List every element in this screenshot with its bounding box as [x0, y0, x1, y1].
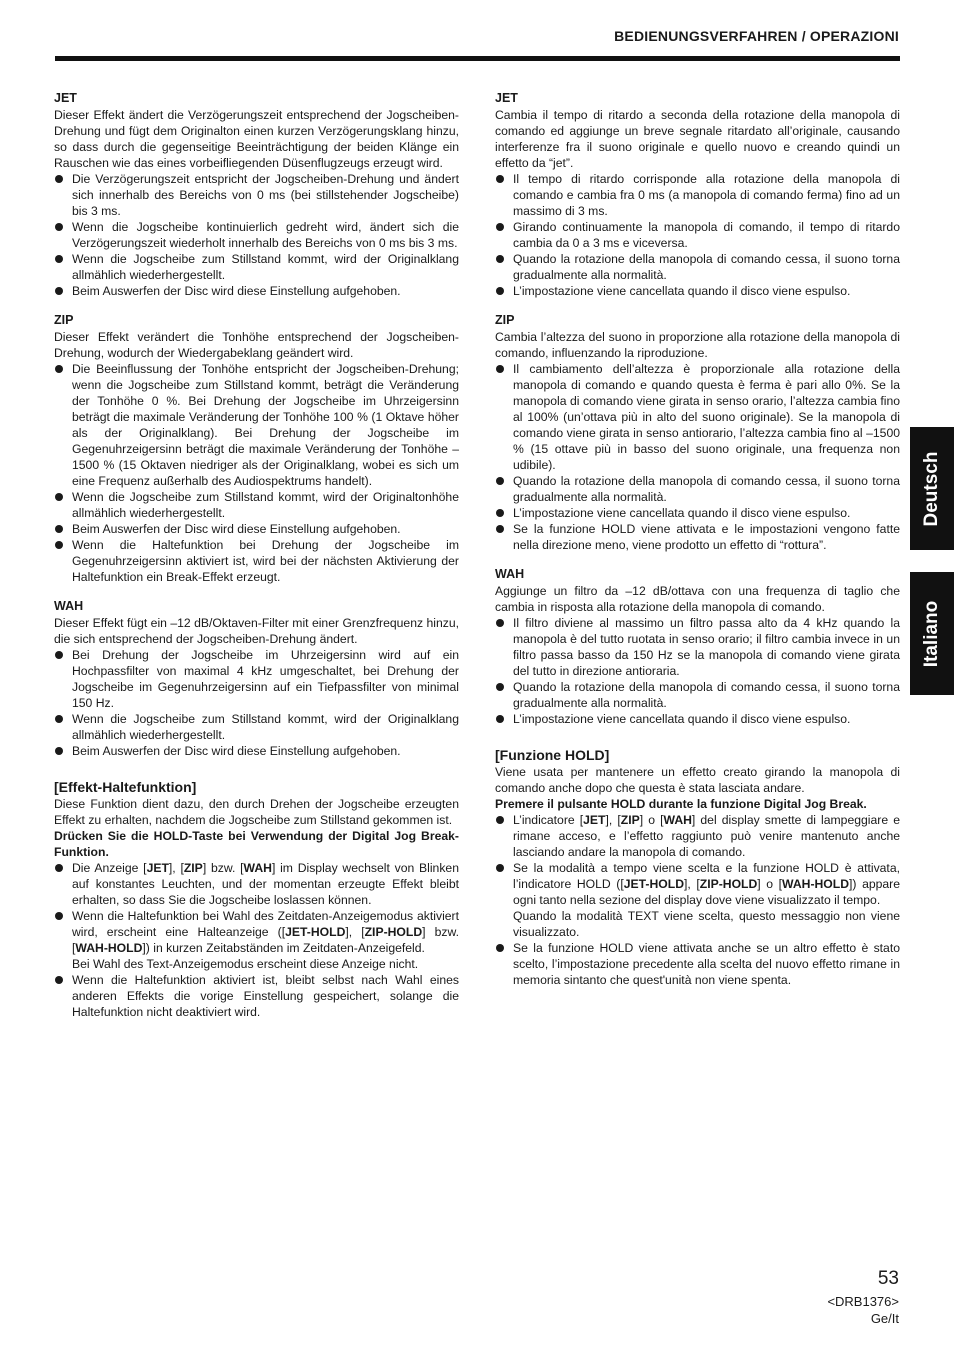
language-tab-label: Italiano	[921, 600, 942, 667]
section-intro: Diese Funktion dient dazu, den durch Drehen der Jogscheibe erzeugten Effekt zu erhalten, nachdem die Jogscheibe zum Stillstand gekommen ist.	[54, 797, 459, 827]
column-italiano	[495, 90, 900, 988]
list-item: Wenn die Haltefunktion bei Wahl des Zeitdaten-Anzeigemodus aktiviert wird, erscheint eine Halteanzeige ([JET-HOLD], [ZIP-HOLD] bzw. [WAH-HOLD]) in kurzen Zeitabständen im Zeitdaten-Anzeigefeld. Bei Wahl des Text-Anzeigemodus erscheint diese Anzeige nicht.	[54, 908, 459, 972]
list-item: Girando continuamente la manopola di comando, il tempo di ritardo cambia da 0 a 3 ms e viceversa.	[495, 219, 900, 251]
language-tab-label: Deutsch	[921, 451, 942, 526]
list-item-note: Bei Wahl des Text-Anzeigemodus erscheint diese Anzeige nicht.	[72, 957, 419, 971]
section-intro: Cambia il tempo di ritardo a seconda della rotazione della manopola di comando ed aggiunge un breve segnale ritardato all’originale, causando interferenze fra il suono originale e quello nuovo e creando quindi un effetto da “jet”.	[495, 108, 900, 170]
section-title-hold: [Effekt-Haltefunktion]	[54, 779, 197, 795]
language-tab-italiano	[910, 572, 954, 695]
list-item-note: Quando la modalità TEXT viene scelta, questo messaggio non viene visualizzato.	[513, 909, 900, 939]
section-title-wah: WAH	[495, 567, 525, 581]
list-item: L’impostazione viene cancellata quando il disco viene espulso.	[495, 283, 900, 299]
section-intro: Dieser Effekt fügt ein –12 dB/Oktaven-Filter mit einer Grenzfrequenz hinzu, die sich entsprechend der Jogscheiben-Drehung ändert.	[54, 616, 459, 646]
list-item: Beim Auswerfen der Disc wird diese Einstellung aufgehoben.	[54, 521, 459, 537]
section-title-jet: JET	[54, 91, 77, 105]
list-item: Die Anzeige [JET], [ZIP] bzw. [WAH] im Display wechselt von Blinken auf konstantes Leuchten, und der momentan erzeugte Effekt bleibt erhalten, so dass Sie die Jogscheibe loslassen können.	[54, 860, 459, 908]
bullet-list	[495, 171, 900, 299]
list-item: Quando la rotazione della manopola di comando cessa, il suono torna gradualmente alla normalità.	[495, 473, 900, 505]
list-item: L’indicatore [JET], [ZIP] o [WAH] del display smette di lampeggiare e rimane acceso, e l’effetto raggiunto può venire mantenuto anche lasciando andare la manopola di comando.	[495, 812, 900, 860]
list-item: Wenn die Haltefunktion aktiviert ist, bleibt selbst nach Wahl eines anderen Effekts die vorige Einstellung gespeichert, solange die Haltefunktion nicht deaktiviert wird.	[54, 972, 459, 1020]
bullet-list	[54, 860, 459, 1020]
document-code	[827, 1293, 899, 1327]
list-item: Die Beeinflussung der Tonhöhe entspricht der Jogscheiben-Drehung; wenn die Jogscheibe zum Stillstand kommt, beträgt die Veränderung der Tonhöhe 0 %. Bei Drehung der Jogscheibe im Uhrzeigersinn beträgt die maximale Veränderung der Tonhöhe 100 % (1 Oktave höher als der Originalklang). Bei Drehung der Jogscheibe im Gegenuhrzeigersinn beträgt die maximale Veränderung der Tonhöhe –1500 % (15 Oktaven niedriger als der Originalklang, wobei es sich um eine Frequenz außerhalb des Audiospektrums handelt).	[54, 361, 459, 489]
list-item: Wenn die Jogscheibe kontinuierlich gedreht wird, ändert sich die Verzögerungszeit wiederholt innerhalb des Bereichs von 0 ms bis 3 ms.	[54, 219, 459, 251]
bullet-list	[54, 361, 459, 585]
bullet-list	[495, 361, 900, 553]
bullet-list	[54, 647, 459, 759]
column-deutsch	[54, 90, 459, 1020]
section-title-jet: JET	[495, 91, 518, 105]
list-item: Il filtro diviene al massimo un filtro passa alto da 4 kHz quando la manopola è del tutto ruotata in senso orario; il filtro cambia invece in un filtro passa basso da 150 Hz se la manopola di comando viene girata del tutto in direzione antioraria.	[495, 615, 900, 679]
page-header-title: BEDIENUNGSVERFAHREN / OPERAZIONI	[614, 28, 899, 44]
list-item: Bei Drehung der Jogscheibe im Uhrzeigersinn wird auf ein Hochpassfilter von maximal 4 kHz umgeschaltet, bei Drehung der Jogscheibe im Gegenuhrzeigersinn auf ein Tiefpassfilter von minimal 150 Hz.	[54, 647, 459, 711]
list-item: Se la modalità a tempo viene scelta e la funzione HOLD è attivata, l’indicatore HOLD ([JET-HOLD], [ZIP-HOLD] o [WAH-HOLD]) appare ogni tanto nella sezione del display dove viene visualizzato il tempo. Quando la modalità TEXT viene scelta, questo messaggio non viene visualizzato.	[495, 860, 900, 940]
section-title-wah: WAH	[54, 599, 84, 613]
list-item: Il tempo di ritardo corrisponde alla rotazione della manopola di comando e cambia fra 0 ms (a manopola di comando ferma) fino ad un massimo di 3 ms.	[495, 171, 900, 219]
list-item: Wenn die Jogscheibe zum Stillstand kommt, wird der Originaltonhöhe allmählich wiederhergestellt.	[54, 489, 459, 521]
model-code: <DRB1376>	[827, 1294, 899, 1309]
section-title-zip: ZIP	[495, 313, 515, 327]
section-intro: Dieser Effekt ändert die Verzögerungszeit entsprechend der Jogscheiben-Drehung und fügt dem Originalton einen kurzen Verzögerungsklang hinzu, so dass durch die gegenseitige Beeinträchtigung der beiden Klänge ein Rauschen wie das eines vorbeifliegenden Düsenflugzeugs erzeugt wird.	[54, 108, 459, 170]
language-tab-deutsch	[910, 427, 954, 550]
list-item: Il cambiamento dell’altezza è proporzionale alla rotazione della manopola di comando e quando questa è ferma è pari allo 0%. Se la manopola di comando viene girata in senso orario, l’altezza cambia fino al 100% (un’ottava più in alto del suono originale). Se la manopola di comando viene girata in senso antiorario, l’altezza cambia fino al –1500 % (15 ottave più in basso del suono originale, una frequenza non udibile).	[495, 361, 900, 473]
section-title-hold: [Funzione HOLD]	[495, 747, 610, 763]
list-item: Beim Auswerfen der Disc wird diese Einstellung aufgehoben.	[54, 743, 459, 759]
list-item: Die Verzögerungszeit entspricht der Jogscheiben-Drehung und ändert sich innerhalb des Bereichs von 0 ms (bei stillstehender Jogscheibe) bis 3 ms.	[54, 171, 459, 219]
bullet-list	[495, 615, 900, 727]
list-item: L’impostazione viene cancellata quando il disco viene espulso.	[495, 505, 900, 521]
bullet-list	[54, 171, 459, 299]
list-item: L’impostazione viene cancellata quando il disco viene espulso.	[495, 711, 900, 727]
language-code: Ge/It	[870, 1311, 899, 1326]
page-number: 53	[877, 1268, 899, 1289]
bullet-list	[495, 812, 900, 988]
section-instruction: Premere il pulsante HOLD durante la funzione Digital Jog Break.	[495, 797, 867, 811]
list-item: Quando la rotazione della manopola di comando cessa, il suono torna gradualmente alla normalità.	[495, 251, 900, 283]
list-item: Wenn die Haltefunktion bei Drehung der Jogscheibe im Gegenuhrzeigersinn aktiviert ist, wird bei der nächsten Aktivierung der Haltefunktion ein Break-Effekt erzeugt.	[54, 537, 459, 585]
section-intro: Dieser Effekt verändert die Tonhöhe entsprechend der Jogscheiben-Drehung, wodurch der Wiedergabeklang geändert wird.	[54, 330, 459, 360]
list-item: Se la funzione HOLD viene attivata anche se un altro effetto è stato scelto, l’impostazione precedente alla scelta del nuovo effetto rimane in memoria sintanto che quest'unità non viene spenta.	[495, 940, 900, 988]
list-item: Wenn die Jogscheibe zum Stillstand kommt, wird der Originalklang allmählich wiederhergestellt.	[54, 251, 459, 283]
section-instruction: Drücken Sie die HOLD-Taste bei Verwendung der Digital Jog Break-Funktion.	[54, 829, 459, 859]
header-rule	[55, 56, 900, 61]
section-intro: Aggiunge un filtro da –12 dB/ottava con una frequenza di taglio che cambia in risposta alla rotazione della manopola di comando.	[495, 584, 900, 614]
section-title-zip: ZIP	[54, 313, 74, 327]
list-item: Quando la rotazione della manopola di comando cessa, il suono torna gradualmente alla normalità.	[495, 679, 900, 711]
section-intro: Viene usata per mantenere un effetto creato girando la manopola di comando anche dopo che questa è stata lasciata andare.	[495, 765, 900, 795]
section-intro: Cambia l’altezza del suono in proporzione alla rotazione della manopola di comando, influenzando la riproduzione.	[495, 330, 900, 360]
list-item: Se la funzione HOLD viene attivata e le impostazioni vengono fatte nella direzione meno, viene prodotto un effetto di “rottura”.	[495, 521, 900, 553]
list-item: Beim Auswerfen der Disc wird diese Einstellung aufgehoben.	[54, 283, 459, 299]
list-item: Wenn die Jogscheibe zum Stillstand kommt, wird der Originalklang allmählich wiederhergestellt.	[54, 711, 459, 743]
